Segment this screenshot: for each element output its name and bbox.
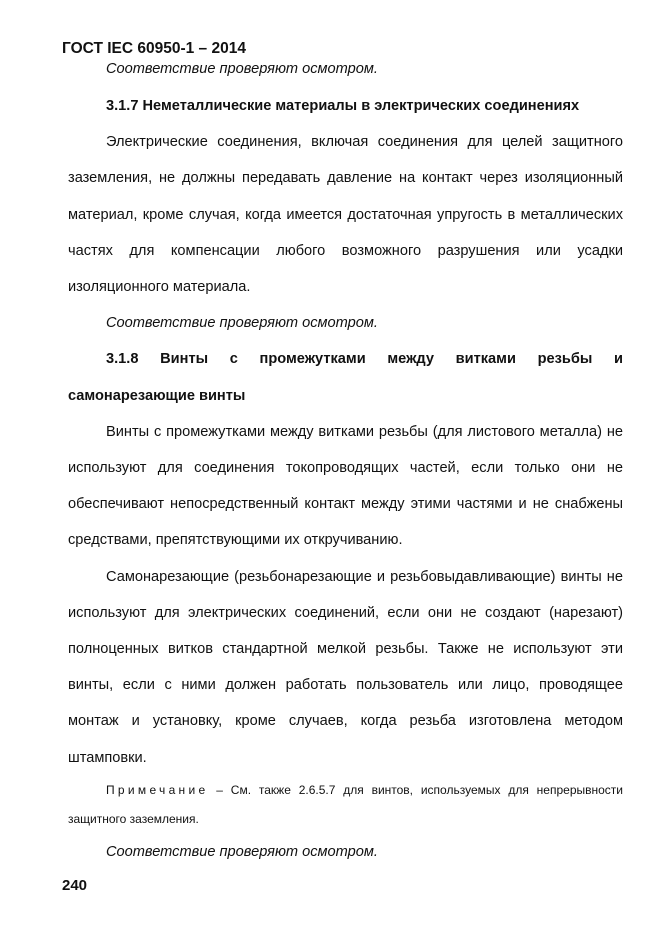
section-3-1-8-paragraph-1: Винты с промежутками между витками резьбы (для листового металла) не используют для соединения токопроводящих частей, если только они не обеспечивают непосредственный контакт между этими частями и не снабжены средствами, препятствующими их откручиванию. xyxy=(68,423,623,549)
compliance-line: Соответствие проверяют осмотром. xyxy=(106,843,378,860)
section-3-1-8-paragraph-2: Самонарезающие (резьбонарезающие и резьбовыдавливающие) винты не используют для электрических соединений, если они не создают (нарезают) полноценных витков стандартной мелкой резьбы. Также не используют эти винты, если с ними должен работать пользователь или лицо, проводящее монтаж и установку, кроме случаев, когда резьба изготовлена методом штамповки. xyxy=(68,568,623,766)
section-3-1-7-text: Электрические соединения, включая соединения для целей защитного заземления, не должны передавать давление на контакт через изоляционный материал, кроме случая, когда имеется достаточная упругость в металлических частях для компенсации любого возможного разрушения или усадки изоляционного материала. xyxy=(68,134,623,296)
document-header: ГОСТ IEC 60950-1 – 2014 xyxy=(62,40,246,57)
note xyxy=(68,776,623,834)
note-text: – См. также 2.6.5.7 для винтов, используемых для непрерывности защитного заземления. xyxy=(68,782,623,826)
section-heading-3-1-7: 3.1.7 Неметаллические материалы в электрических соединениях xyxy=(106,98,580,114)
page-number: 240 xyxy=(62,877,88,894)
compliance-line: Соответствие проверяют осмотром. xyxy=(106,315,378,332)
section-heading-3-1-8: 3.1.8 Винты с промежутками между витками резьбы и самонарезающие винты xyxy=(68,351,623,404)
compliance-line: Соответствие проверяют осмотром. xyxy=(106,61,378,77)
page-body xyxy=(68,58,623,870)
note-label: Примечание xyxy=(106,782,209,797)
